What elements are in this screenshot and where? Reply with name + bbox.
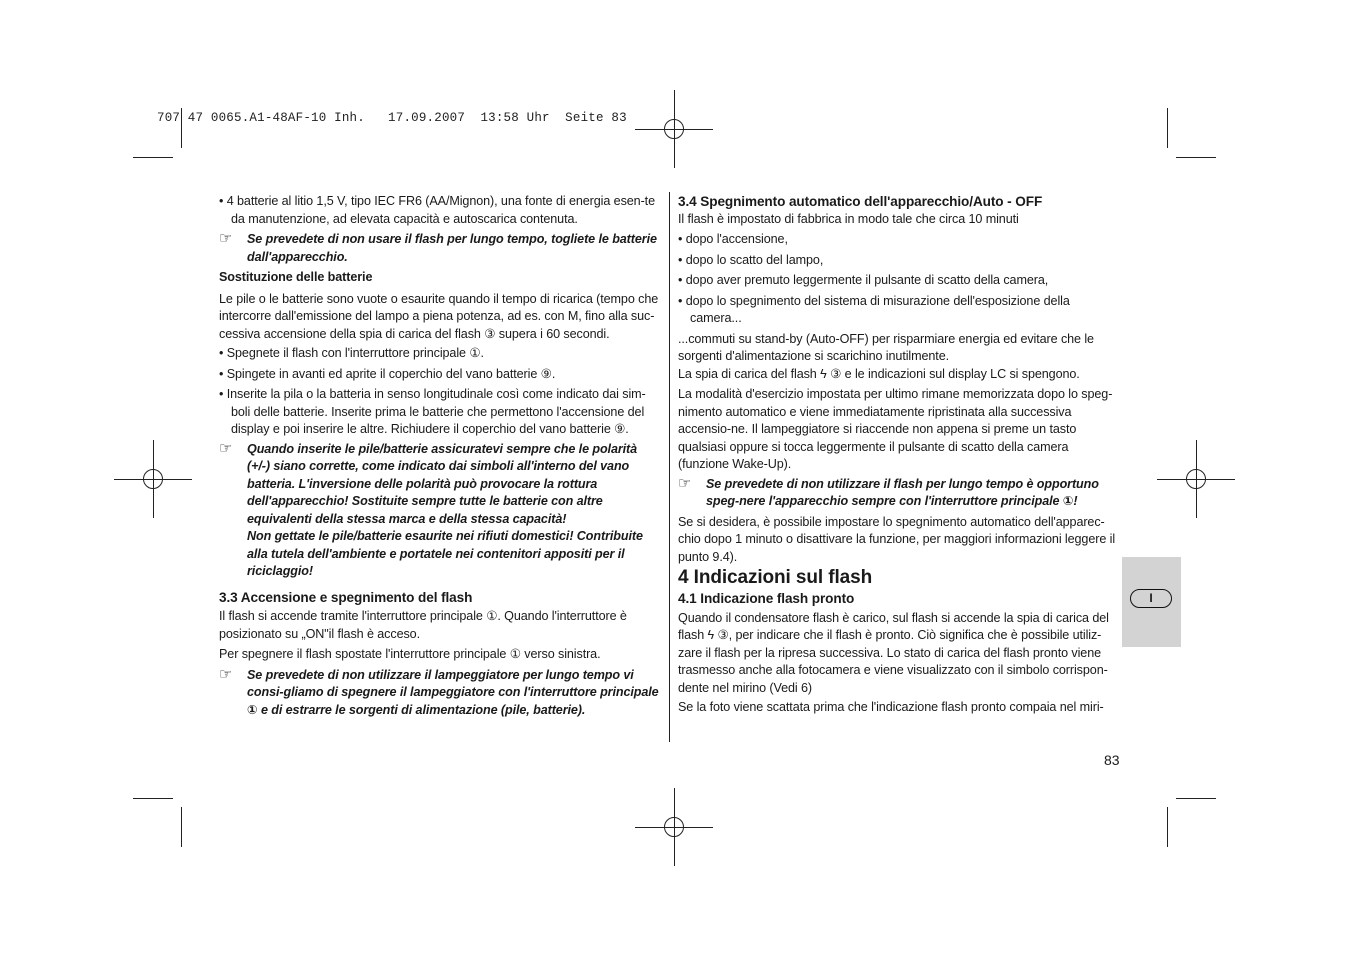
note-text: Quando inserite le pile/batterie assicuratevi sempre che le polarità (+/-) siano corrette, come indicato dai simboli all'interno del vano batteria. L'inversione delle polarità può provocare la rottura dell'apparecchio! Sostituite sempre tutte le batterie con altre equivalenti della stessa marca e della stessa capacità! xyxy=(247,441,638,526)
paragraph: Per spegnere il flash spostate l'interruttore principale ① verso sinistra. xyxy=(219,647,601,661)
paragraph: ...commuti su stand-by (Auto-OFF) per risparmiare energia ed evitare che le sorgenti d'alimentazione si scarichino inutilmente. xyxy=(678,331,1094,363)
list-item: • dopo l'accensione, xyxy=(678,232,788,246)
pointing-hand-icon: ☞ xyxy=(678,474,692,492)
paragraph: La modalità d'esercizio impostata per ultimo rimane memorizzata dopo lo speg-nimento automatico e viene immediatamente ripristinata alla successiva accensio-ne. Il lampeggiatore si riaccende non appena si preme un tasto qualsiasi oppure si tocca leggermente il pulsante di scatto della camera (funzione Wake-Up). xyxy=(678,387,1113,471)
list-item: • dopo aver premuto leggermente il pulsante di scatto della camera, xyxy=(678,273,1049,287)
paragraph: Se si desidera, è possibile impostare lo spegnimento automatico dell'apparec-chio dopo 1 minuto o disattivare la funzione, per maggiori informazioni leggere il punto 9.4). xyxy=(678,514,1116,564)
list-item: • Spegnete il flash con l'interruttore principale ①. xyxy=(219,346,484,360)
registration-mark-icon xyxy=(635,788,713,866)
crop-mark xyxy=(133,798,173,799)
note xyxy=(678,476,1120,511)
left-column xyxy=(219,193,659,719)
page-number: 83 xyxy=(1104,752,1120,768)
section-heading: 4.1 Indicazione flash pronto xyxy=(678,591,855,606)
section-heading: 3.4 Spegnimento automatico dell'apparecchio/Auto - OFF xyxy=(678,194,1043,209)
language-tab xyxy=(1122,557,1181,647)
section-heading: 3.3 Accensione e spegnimento del flash xyxy=(219,589,473,605)
right-column xyxy=(678,193,1120,717)
pointing-hand-icon: ☞ xyxy=(219,439,233,457)
note xyxy=(219,231,659,266)
paragraph: Il flash si accende tramite l'interruttore principale ①. Quando l'interruttore è posizionato su „ON"il flash è acceso. xyxy=(219,609,627,641)
paragraph: Il flash è impostato di fabbrica in modo tale che circa 10 minuti xyxy=(678,211,1019,226)
crop-mark xyxy=(1176,157,1216,158)
paragraph: La spia di carica del flash ϟ ③ e le indicazioni sul display LC si spengono. xyxy=(678,366,1080,381)
language-label: I xyxy=(1130,589,1172,608)
subheading: Sostituzione delle batterie xyxy=(219,270,373,284)
note-text: Non gettate le pile/batterie esaurite nei rifiuti domestici! Contribuite alla tutela dell'ambiente e portatele nei contenitori appositi per il riciclaggio! xyxy=(247,529,643,578)
registration-mark-icon xyxy=(1157,440,1235,518)
crop-mark xyxy=(1167,807,1168,847)
crop-mark xyxy=(1176,798,1216,799)
crop-mark xyxy=(1167,108,1168,148)
note-text: Se prevedete di non utilizzare il flash per lungo tempo è opportuno speg-nere l'apparecchio sempre con l'interruttore principale ①! xyxy=(706,476,1099,508)
list-item: • 4 batterie al litio 1,5 V, tipo IEC FR6 (AA/Mignon), una fonte di energia esen-te da manutenzione, ad elevata capacità e autoscarica contenuta. xyxy=(219,194,655,226)
note xyxy=(219,667,659,720)
paragraph: Le pile o le batterie sono vuote o esaurite quando il tempo di ricarica (tempo che intercorre dall'emissione del lampo a piena potenza, ad es. con M, fino alla suc-cessiva accensione della spia di carica del flash ③ supera i 60 secondi. xyxy=(219,291,659,341)
pointing-hand-icon: ☞ xyxy=(219,665,233,683)
registration-mark-icon xyxy=(114,440,192,518)
print-slug: 707 47 0065.A1-48AF-10 Inh. 17.09.2007 13:58 Uhr Seite 83 xyxy=(157,111,627,125)
crop-mark xyxy=(181,807,182,847)
registration-mark-icon xyxy=(635,90,713,168)
note-text: Se prevedete di non usare il flash per lungo tempo, togliete le batterie dall'apparecchio. xyxy=(247,232,657,264)
paragraph: Se la foto viene scattata prima che l'indicazione flash pronto compaia nel miri- xyxy=(678,700,1104,714)
note xyxy=(219,441,659,581)
note-text: Se prevedete di non utilizzare il lampeggiatore per lungo tempo vi consi-gliamo di spegnere il lampeggiatore con l'interruttore principale ① e di estrarre le sorgenti di alimentazione (pile, batterie). xyxy=(247,667,659,717)
list-item: • dopo lo spegnimento del sistema di misurazione dell'esposizione della camera... xyxy=(678,293,1070,325)
list-item: • Spingete in avanti ed aprite il coperchio del vano batterie ⑨. xyxy=(219,366,556,381)
pointing-hand-icon: ☞ xyxy=(219,230,233,247)
chapter-heading: 4 Indicazioni sul flash xyxy=(678,567,873,588)
column-divider xyxy=(669,192,670,742)
paragraph: Quando il condensatore flash è carico, sul flash si accende la spia di carica del flash ϟ ③, per indicare che il flash è pronto. Ciò significa che è possibile utiliz-zare il flash per la ripresa successiva. Lo stato di carica del flash pronto viene trasmesso anche alla fotocamera e viene visualizzato con il simbolo corrispon-dente nel mirino (Vedi 6) xyxy=(678,610,1109,695)
crop-mark xyxy=(133,157,173,158)
list-item: • dopo lo scatto del lampo, xyxy=(678,252,824,267)
list-item: • Inserite la pila o la batteria in senso longitudinale così come indicato dai sim-boli delle batterie. Inserite prima le batterie che permettono l'accensione del display e poi inserire le altre. Richiudere il coperchio del vano batterie ⑨. xyxy=(219,387,646,436)
